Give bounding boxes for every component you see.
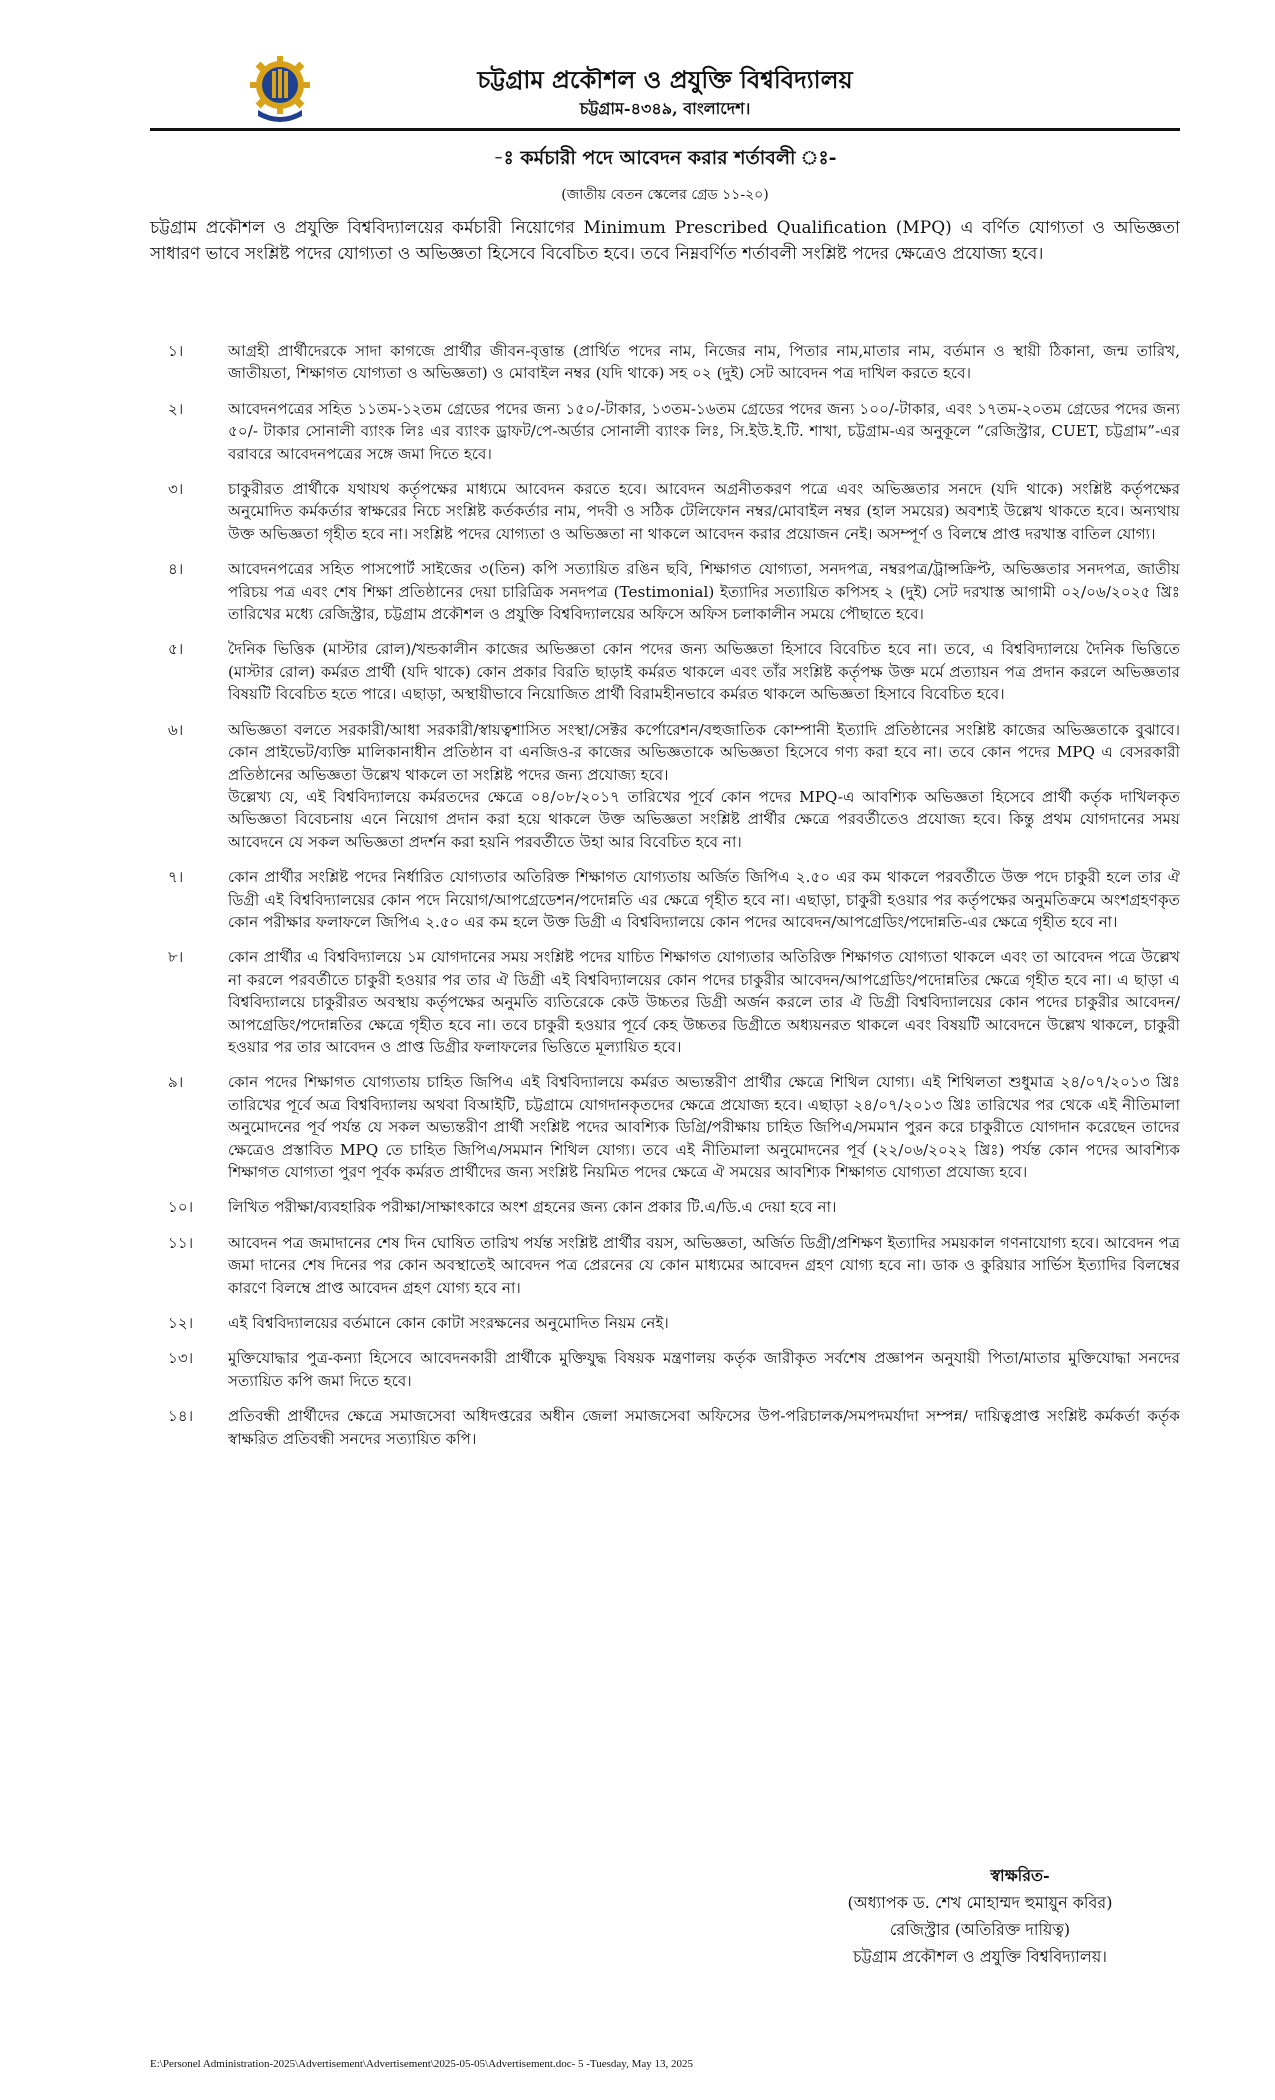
condition-number: ৪। xyxy=(168,560,184,579)
signed-label: স্বাক্ষরিত- xyxy=(990,1866,1050,1885)
condition-text: কোন প্রার্থীর সংশ্লিষ্ট পদের নির্ধারিত যোগ্যতার অতিরিক্ত শিক্ষাগত যোগ্যতায় অর্জিত জিপিএ ২.৫০ এর কম থাকলে পরবর্তীতে উক্ত পদে চাকুরী হলে তার ঐ ডিগ্রী এই বিশ্ববিদ্যালয়ের কোন পদে নিয়োগ/আপগ্রেডেশন/পদোন্নতি এর ক্ষেত্রে গৃহীত হবে না। এছাড়া, চাকুরী হওয়ার পর কর্তৃপক্ষের অনুমতিক্রমে অংশগ্রহণকৃত কোন পরীক্ষার ফলাফলে জিপিএ ২.৫০ এর কম হলে উক্ত ডিগ্রী এ বিশ্ববিদ্যালয়ে কোন পদের আবেদন/আপগ্রেডিং/পদোন্নতি-এর ক্ষেত্রে গৃহীত হবে না। xyxy=(228,868,1180,931)
condition-text: প্রতিবন্ধী প্রার্থীদের ক্ষেত্রে সমাজসেবা অধিদপ্তরের অধীন জেলা সমাজসেবা অফিসের উপ-পরিচালক/সমপদমর্যাদা সম্পন্ন/ দায়িত্বপ্রাপ্ত সংশ্লিষ্ট কর্মকর্তা কর্তৃক স্বাক্ষরিত প্রতিবন্ধী সনদের সত্যায়িত কপি। xyxy=(228,1407,1180,1448)
condition-number: ৬। xyxy=(168,720,184,739)
condition-text: লিখিত পরীক্ষা/ব্যবহারিক পরীক্ষা/সাক্ষাৎকারে অংশ গ্রহনের জন্য কোন প্রকার টি.এ/ডি.এ দেয়া হবে না। xyxy=(228,1198,837,1217)
condition-text: আবেদন পত্র জমাদানের শেষ দিন ঘোষিত তারিখ পর্যন্ত সংশ্লিষ্ট প্রার্থীর বয়স, অভিজ্ঞতা, অর্জিত ডিগ্রী/প্রশিক্ষণ ইত্যাদির সময়কাল গণনাযোগ্য হবে। আবেদন পত্র জমা দানের শেষ দিনের পর কোন অবস্থাতেই আবেদন পত্র প্রেরনের যে কোন মাধ্যমের আবেদন গ্রহণ যোগ্য হবে না। ডাক ও কুরিয়ার সার্ভিস ইত্যাদির বিলম্বের কারণে বিলম্বে প্রাপ্ত আবেদন গ্রহণ যোগ্য হবে না। xyxy=(228,1233,1180,1297)
university-name: চট্টগ্রাম প্রকৌশল ও প্রযুক্তি বিশ্ববিদ্যালয় xyxy=(477,65,853,94)
condition-text: আবেদনপত্রের সহিত পাসপোর্ট সাইজের ৩(তিন) কপি সত্যায়িত রঙিন ছবি, শিক্ষাগত যোগ্যতা, সনদপত্র, নম্বরপত্র/ট্রান্সক্রিপ্ট, অভিজ্ঞতার সনদপত্র, জাতীয় পরিচয় পত্র এবং শেষ শিক্ষা প্রতিষ্ঠানের দেয়া চারিত্রিক সনদপত্র (Testimonial) ইত্যাদির সত্যায়িত কপিসহ ২ (দুই) সেট দরখাস্ত আগামী ০২/০৬/২০২৫ খ্রিঃ তারিখের মধ্যে রেজিস্ট্রার, চট্টগ্রাম প্রকৌশল ও প্রযুক্তি বিশ্ববিদ্যালয়ের অফিসে অফিস চলাকালীন সময়ে পৌছাতে হবে। xyxy=(228,560,1180,624)
condition-item xyxy=(150,1232,1180,1299)
document-subtitle: (জাতীয় বেতন স্কেলের গ্রেড ১১-২০) xyxy=(561,187,769,203)
condition-item xyxy=(150,340,1180,385)
condition-number: ১১। xyxy=(168,1233,194,1252)
document-title: -ঃ কর্মচারী পদে আবেদন করার শর্তাবলী ঃ- xyxy=(493,147,837,169)
condition-number: ১। xyxy=(168,342,184,360)
condition-text: চাকুরীরত প্রার্থীকে যথাযথ কর্তৃপক্ষের মাধ্যমে আবেদন করতে হবে। আবেদন অগ্রনীতকরণ পত্রে এবং অভিজ্ঞতার সনদে (যদি থাকে) সংশ্লিষ্ট কর্তৃপক্ষের অনুমোদিত কর্মকর্তার স্বাক্ষরের নিচে সংশ্লিষ্ট কর্তকর্তার নাম, পদবী ও সঠিক টেলিফোন নম্বর/মোবাইল নম্বর (হাল সময়ের) অবশ্যই উল্লেখ থাকতে হবে। অন্যথায় উক্ত অভিজ্ঞতা গৃহীত হবে না। সংশ্লিষ্ট পদের যোগ্যতা ও অভিজ্ঞতা না থাকলে আবেদন করার প্রয়োজন নেই। অসম্পূর্ণ ও বিলম্বে প্রাপ্ত দরখাস্ত বাতিল যোগ্য। xyxy=(228,480,1180,543)
condition-note-text: উল্লেখ্য যে, এই বিশ্ববিদ্যালয়ে কর্মরতদের ক্ষেত্রে ০৪/০৮/২০১৭ তারিখের পূর্বে কোন পদের MPQ-এ আবশ্যিক অভিজ্ঞতা হিসেবে প্রার্থী কর্তৃক দাখিলকৃত অভিজ্ঞতা বিবেচনায় এনে নিয়োগ প্রদান করা হয়ে থাকলে উক্ত অভিজ্ঞতা সংশ্লিষ্ট প্রার্থীর ক্ষেত্রে পরবর্তীতেও প্রযোজ্য হবে। কিন্তু প্রথম যোগদানের সময় আবেদনে যে সকল অভিজ্ঞতা প্রদর্শন করা হয়নি পরবর্তীতে উহা আর বিবেচিত হবে না। xyxy=(228,787,1180,851)
condition-item xyxy=(150,1196,1180,1218)
intro-paragraph: চট্টগ্রাম প্রকৌশল ও প্রযুক্তি বিশ্ববিদ্যালয়ের কর্মচারী নিয়োগের Minimum Prescribed Qualification (MPQ) এ বর্ণিত যোগ্যতা ও অভিজ্ঞতা সাধারণ ভাবে সংশ্লিষ্ট পদের যোগ্যতা ও অভিজ্ঞতা হিসেবে বিবেচিত হবে। তবে নিম্নবর্ণিত শর্তাবলী সংশ্লিষ্ট পদের ক্ষেত্রেও প্রযোজ্য হবে। xyxy=(150,218,1180,264)
condition-number: ৩। xyxy=(168,480,184,499)
signatory-designation: রেজিস্ট্রার (অতিরিক্ত দায়িত্ব) xyxy=(889,1920,1071,1939)
condition-text: অভিজ্ঞতা বলতে সরকারী/আধা সরকারী/স্বায়ত্বশাসিত সংস্থা/সেক্টর কর্পোরেশন/বহুজাতিক কোম্পানী ইত্যাদি প্রতিষ্ঠানের সংশ্লিষ্ট কাজের অভিজ্ঞতাকে বুঝাবে। কোন প্রাইভেট/ব্যক্তি মালিকানাধীন প্রতিষ্ঠান বা এনজিও-র কাজের অভিজ্ঞতাকে অভিজ্ঞতা হিসেবে গণ্য করা হবে না। তবে কোন পদের MPQ এ বেসরকারী প্রতিষ্ঠানের অভিজ্ঞতা উল্লেখ থাকলে তা সংশ্লিষ্ট পদের জন্য প্রযোজ্য হবে। xyxy=(228,720,1180,784)
conditions-list xyxy=(150,340,1180,1463)
condition-item xyxy=(150,558,1180,625)
condition-number: ২। xyxy=(168,399,184,418)
condition-text: কোন পদের শিক্ষাগত যোগ্যতায় চাহিত জিপিএ এই বিশ্ববিদ্যালয়ে কর্মরত অভ্যন্তরীণ প্রার্থীর ক্ষেত্রে শিথিল যোগ্য। এই শিথিলতা শুধুমাত্র ২৪/০৭/২০১৩ খ্রিঃ তারিখের পূর্বে অত্র বিশ্ববিদ্যালয় অথবা বিআইটি, চট্টগ্রামে যোগদানকৃতদের ক্ষেত্রে প্রযোজ্য হবে। এছাড়া ২৪/০৭/২০১৩ খ্রিঃ তারিখের পর থেকে এই নীতিমালা অনুমোদনের পূর্ব পর্যন্ত যে সকল অভ্যন্তরীণ প্রার্থী সংশ্লিষ্ট পদের আবশ্যিক ডিগ্রি/পরীক্ষায় চাহিত জিপিএ/সমমান পুরন করে চাকুরীতে যোগদান করেছেন তাদের ক্ষেত্রেও প্রস্তাবিত MPQ তে চাহিত জিপিএ/সমমান শিথিল যোগ্য। তবে এই নীতিমালা অনুমোদনের পূর্ব (২২/০৬/২০২২ খ্রিঃ) পর্যন্ত কোন পদের আবশ্যিক শিক্ষাগত যোগ্যতা পুরণ পূর্বক কর্মরত প্রার্থীদের জন্য সংশ্লিষ্ট নিয়মিত পদের ক্ষেত্রে ঐ সময়ের আবশ্যিক শিক্ষাগত যোগ্যতা প্রযোজ্য হবে। xyxy=(228,1073,1180,1181)
condition-item xyxy=(150,478,1180,545)
condition-item xyxy=(150,638,1180,705)
condition-item xyxy=(150,866,1180,933)
signatory-name: (অধ্যাপক ড. শেখ মোহাম্মদ হুমায়ুন কবির) xyxy=(847,1893,1113,1912)
condition-item xyxy=(150,719,1180,853)
condition-item xyxy=(150,398,1180,465)
condition-number: ১৩। xyxy=(168,1349,194,1368)
condition-number: ৫। xyxy=(168,640,184,659)
condition-text: দৈনিক ভিত্তিক (মাস্টার রোল)/খন্ডকালীন কাজের অভিজ্ঞতা কোন পদের জন্য অভিজ্ঞতা হিসাবে বিবেচিত হবে না। তবে, এ বিশ্ববিদ্যালয়ে দৈনিক ভিত্তিতে (মাস্টার রোল) কর্মরত প্রার্থী (যদি থাকে) কোন প্রকার বিরতি ছাড়াই কর্মরত থাকলে এবং তাঁর সংশ্লিষ্ট কর্তৃপক্ষ উক্ত মর্মে প্রত্যায়ন পত্র প্রদান করলে অভিজ্ঞতার বিষয়টি বিবেচিত হতে পারে। এছাড়া, অস্থায়ীভাবে নিয়োজিত প্রার্থী বিরামহীনভাবে কর্মরত থাকলে অভিজ্ঞতা হিসাবে বিবেচিত হবে। xyxy=(228,640,1180,704)
condition-item xyxy=(150,1312,1180,1334)
condition-item xyxy=(150,946,1180,1058)
condition-text: আবেদনপত্রের সহিত ১১তম-১২তম গ্রেডের পদের জন্য ১৫০/-টাকার, ১৩তম-১৬তম গ্রেডের পদের জন্য ১০০/-টাকার, এবং ১৭তম-২০তম গ্রেডের পদের জন্য ৫০/- টাকার সোনালী ব্যাংক লিঃ এর ব্যাংক ড্রাফট/পে-অর্ডার সোনালী ব্যাংক লিঃ, সি.ইউ.ই.টি. শাখা, চট্টগ্রাম-এর অনুকূলে “রেজিস্ট্রার, CUET, চট্টগ্রাম”-এর বরাবরে আবেদনপত্রের সঙ্গে জমা দিতে হবে। xyxy=(228,399,1180,463)
condition-number: ৮। xyxy=(168,948,184,967)
condition-text: মুক্তিযোদ্ধার পুত্র-কন্যা হিসেবে আবেদনকারী প্রার্থীকে মুক্তিযুদ্ধ বিষয়ক মন্ত্রণালয় কর্তৃক জারীকৃত সর্বশেষ প্রজ্ঞাপন অনুযায়ী পিতা/মাতার মুক্তিযোদ্ধা সনদের সত্যায়িত কপি জমা দিতে হবে। xyxy=(228,1349,1180,1390)
header-divider xyxy=(150,128,1180,131)
university-address: চট্টগ্রাম-৪৩৪৯, বাংলাদেশ। xyxy=(579,99,751,118)
condition-item xyxy=(150,1405,1180,1450)
condition-text: কোন প্রার্থীর এ বিশ্ববিদ্যালয়ে ১ম যোগদানের সময় সংশ্লিষ্ট পদের যাচিত শিক্ষাগত যোগ্যতার অতিরিক্ত শিক্ষাগত যোগ্যতা থাকলে এবং তা আবেদন পত্রে উল্লেখ না করলে পরবর্তীতে চাকুরী হওয়ার পর তার ঐ ডিগ্রী এই বিশ্ববিদ্যালয়ের কোন পদের চাকুরীর আবেদন/আপগ্রেডিং/পদোন্নতির ক্ষেত্রে গৃহীত হবে না। এ ছাড়া এ বিশ্ববিদ্যালয়ে চাকুরীরত অবস্থায় কর্তৃপক্ষের অনুমতি ব্যতিরেকে কেউ উচ্চতর ডিগ্রী অর্জন করলে তার ঐ ডিগ্রী বিশ্ববিদ্যালয়ের কোন পদের চাকুরীর আবেদন/আপগ্রেডিং/পদোন্নতির ক্ষেত্রে গৃহীত হবে না। তবে চাকুরী হওয়ার পূর্বে কেহ উচ্চতর ডিগ্রীতে অধ্যয়নরত থাকলে এবং বিষয়টি আবেদনে উল্লেখ থাকলে, চাকুরী হওয়ার পর তার আবেদন ও প্রাপ্ত ডিগ্রীর ফলাফলের ভিত্তিতে মূল্যায়িত হবে। xyxy=(228,948,1180,1056)
condition-number: ৭। xyxy=(168,868,184,887)
condition-number: ১০। xyxy=(168,1198,194,1217)
signature-block xyxy=(780,1862,1180,1970)
condition-item xyxy=(150,1347,1180,1392)
file-path-footer: E:\Personel Administration-2025\Advertisement\Advertisement\2025-05-05\Advertisement.doc- 5 -Tuesday, May 13, 2025 xyxy=(150,2058,693,2070)
condition-number: ৯। xyxy=(168,1073,184,1092)
condition-text: এই বিশ্ববিদ্যালয়ের বর্তমানে কোন কোটা সংরক্ষনের অনুমোদিত নিয়ম নেই। xyxy=(228,1314,669,1333)
condition-text: আগ্রহী প্রার্থীদেরকে সাদা কাগজে প্রার্থীর জীবন-বৃত্তান্ত (প্রার্থিত পদের নাম, নিজের নাম, পিতার নাম,মাতার নাম, বর্তমান ও স্থায়ী ঠিকানা, জন্ম তারিখ, জাতীয়তা, শিক্ষাগত যোগ্যতা ও অভিজ্ঞতা) ও মোবাইল নম্বর (যদি থাকে) সহ ০২ (দুই) সেট আবেদন পত্র দাখিল করতে হবে। xyxy=(228,342,1180,383)
condition-number: ১৪। xyxy=(168,1407,194,1426)
signatory-institution: চট্টগ্রাম প্রকৌশল ও প্রযুক্তি বিশ্ববিদ্যালয়। xyxy=(852,1947,1108,1966)
condition-number: ১২। xyxy=(168,1314,194,1333)
condition-item xyxy=(150,1071,1180,1183)
letterhead xyxy=(150,52,1180,127)
